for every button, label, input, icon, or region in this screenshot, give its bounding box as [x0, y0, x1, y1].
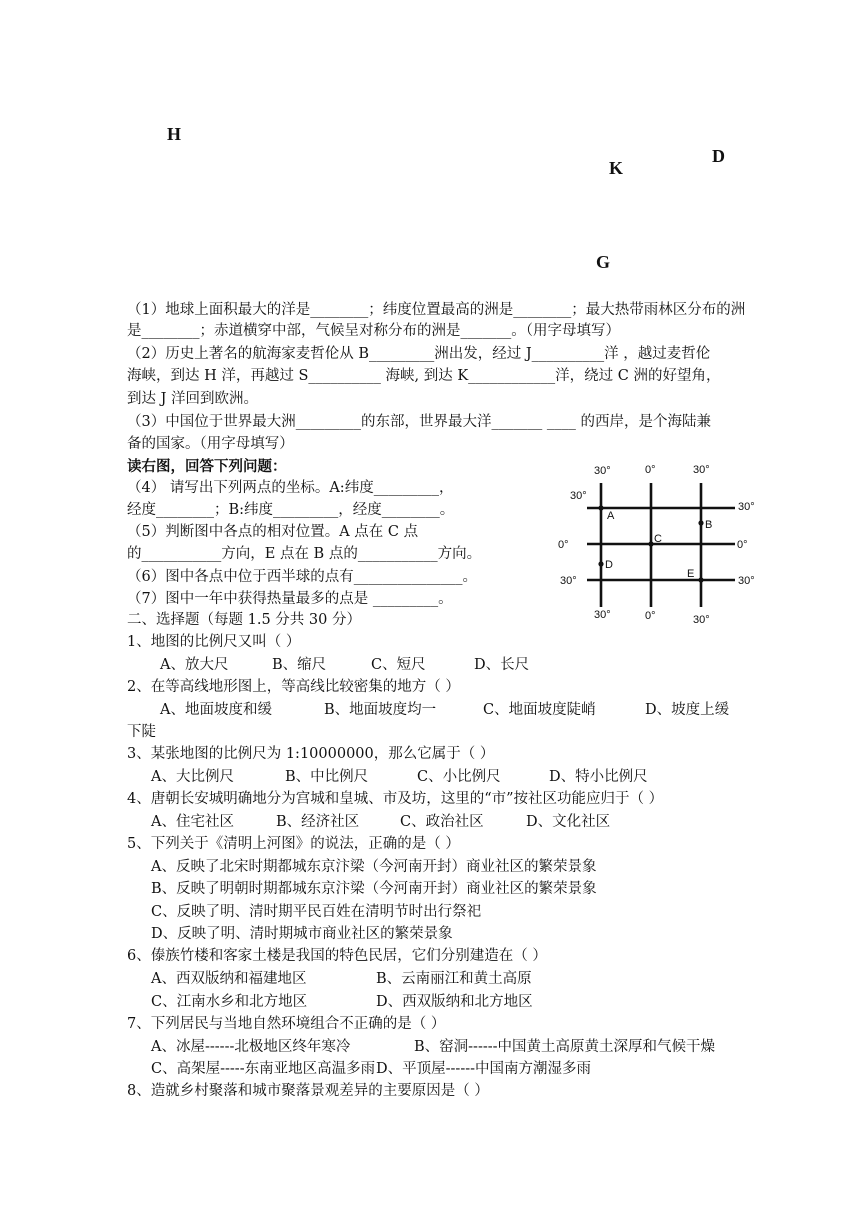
point-d-marker [598, 561, 603, 566]
q1-option-b: B、缩尺 [272, 657, 327, 673]
q5-option-c: C、反映了明、清时期平民百姓在清明节时出行祭祀 [151, 904, 482, 920]
q3-line1: （3）中国位于世界最大洲_________的东部，世界最大洋_______ ____ 的西岸，是个海陆兼 [127, 414, 711, 430]
q4-line1: （4） 请写出下列两点的坐标。A:纬度_________， [127, 480, 454, 496]
q3-option-c: C、小比例尺 [417, 769, 501, 785]
point-c-marker [648, 541, 653, 546]
grid-top-label-right: 30° [693, 464, 710, 476]
q7-option-b: B、窑洞------中国黄土高原黄土深厚和气候干燥 [414, 1039, 716, 1055]
point-e-marker [698, 577, 703, 582]
q5-option-b: B、反映了明朝时期都城东京汴梁（今河南开封）商业社区的繁荣景象 [151, 881, 597, 897]
q7: （7）图中一年中获得热量最多的点是 _________。 [127, 591, 453, 607]
choice-q8: 8、造就乡村聚落和城市聚落景观差异的主要原因是（ ） [127, 1083, 489, 1099]
q4-option-a: A、住宅社区 [151, 814, 234, 830]
choice-q5: 5、下列关于《清明上河图》的说法，正确的是（ ） [127, 836, 460, 852]
q6-option-a: A、西双版纳和福建地区 [151, 971, 307, 987]
choice-q2: 2、在等高线地形图上，等高线比较密集的地方（ ） [127, 679, 460, 695]
map-label-k: K [609, 158, 624, 178]
q2-continuation: 下陡 [127, 724, 156, 740]
q3-option-a: A、大比例尺 [151, 769, 234, 785]
grid-right-label-mid: 0° [737, 539, 748, 551]
q1-option-d: D、长尺 [474, 657, 530, 673]
map-label-h: H [167, 124, 182, 144]
q5-line2: 的___________方向，E 点在 B 点的___________方向。 [127, 546, 482, 562]
point-a-label: A [607, 510, 615, 522]
grid-left-label-top: 30° [570, 490, 587, 502]
map-label-g: G [596, 252, 611, 272]
grid-bottom-label-left: 30° [594, 609, 611, 621]
q6-option-c: C、江南水乡和北方地区 [151, 994, 308, 1010]
q3-line2: 备的国家。（用字母填写） [127, 436, 294, 452]
q6-option-b: B、云南丽江和黄土高原 [376, 971, 532, 987]
q5-option-d: D、反映了明、清时期城市商业社区的繁荣景象 [151, 926, 453, 942]
q5-line1: （5）判断图中各点的相对位置。A 点在 C 点 [127, 524, 419, 540]
grid-bottom-label-right: 30° [693, 614, 710, 625]
q2-line3: 到达 J 洋回到欧洲。 [127, 391, 259, 407]
q4-line2: 经度________；B:纬度_________，经度________。 [127, 502, 455, 518]
q4-option-d: D、文化社区 [526, 814, 611, 830]
grid-bottom-label-mid: 0° [645, 610, 656, 622]
grid-right-label-top: 30° [738, 501, 755, 513]
q3-option-d: D、特小比例尺 [549, 769, 648, 785]
q5-option-a: A、反映了北宋时期都城东京汴梁（今河南开封）商业社区的繁荣景象 [151, 859, 597, 875]
lat-lon-grid-figure [545, 455, 775, 625]
q4-option-c: C、政治社区 [400, 814, 484, 830]
point-b-label: B [705, 519, 713, 531]
choice-q6: 6、傣族竹楼和客家土楼是我国的特色民居，它们分别建造在（ ） [127, 948, 547, 964]
grid-left-label-bottom: 30° [560, 575, 577, 587]
q6-option-d: D、西双版纳和北方地区 [376, 994, 533, 1010]
point-a-marker [598, 505, 603, 510]
section2-title: 二、选择题（每题 1.5 分共 30 分） [127, 612, 361, 628]
map-label-d: D [712, 146, 725, 166]
q2-option-b: B、地面坡度均一 [324, 702, 437, 718]
q2-option-a: A、地面坡度和缓 [160, 702, 272, 718]
q1-option-c: C、短尺 [371, 657, 426, 673]
point-e-label: E [687, 568, 695, 580]
grid-right-label-bottom: 30° [738, 575, 755, 587]
choice-q1: 1、地图的比例尺又叫（ ） [127, 634, 301, 650]
q7-option-a: A、冰屋------北极地区终年寒冷 [151, 1039, 351, 1055]
read-map-heading: 读右图，回答下列问题： [127, 458, 287, 475]
q1-line2: 是________；赤道横穿中部，气候呈对称分布的洲是_______。（用字母填写） [127, 323, 620, 339]
q6: （6）图中各点中位于西半球的点有_______________。 [127, 569, 477, 585]
q1-line1: （1）地球上面积最大的洋是________；纬度位置最高的洲是________；最大热带雨林区分布的洲 [127, 302, 746, 318]
q3-option-b: B、中比例尺 [285, 769, 369, 785]
q2-option-c: C、地面坡度陡峭 [483, 702, 596, 718]
grid-top-label-mid: 0° [645, 464, 656, 476]
q4-option-b: B、经济社区 [276, 814, 360, 830]
choice-q7: 7、下列居民与当地自然环境组合不正确的是（ ） [127, 1016, 446, 1032]
grid-left-label-mid: 0° [558, 539, 569, 551]
q2-line1: （2）历史上著名的航海家麦哲伦从 B_________洲出发，经过 J__________洋 ，越过麦哲伦 [127, 346, 711, 362]
grid-top-label-left: 30° [594, 465, 611, 477]
q2-option-d: D、坡度上缓 [645, 702, 730, 718]
choice-q4: 4、唐朝长安城明确地分为宫城和皇城、市及坊，这里的“市”按社区功能应归于（ ） [127, 791, 664, 807]
q1-option-a: A、放大尺 [160, 657, 229, 673]
q7-option-c: C、高架屋-----东南亚地区高温多雨 [151, 1061, 376, 1077]
q7-option-d: D、平顶屋------中国南方潮湿多雨 [376, 1061, 592, 1077]
choice-q3: 3、某张地图的比例尺为 1:10000000，那么它属于（ ） [127, 746, 495, 762]
point-d-label: D [605, 559, 613, 571]
point-c-label: C [654, 533, 662, 545]
q2-line2: 海峡，到达 H 洋，再越过 S__________ 海峡, 到达 K____________洋，绕过 C 洲的好望角， [127, 368, 721, 384]
point-b-marker [698, 520, 703, 525]
